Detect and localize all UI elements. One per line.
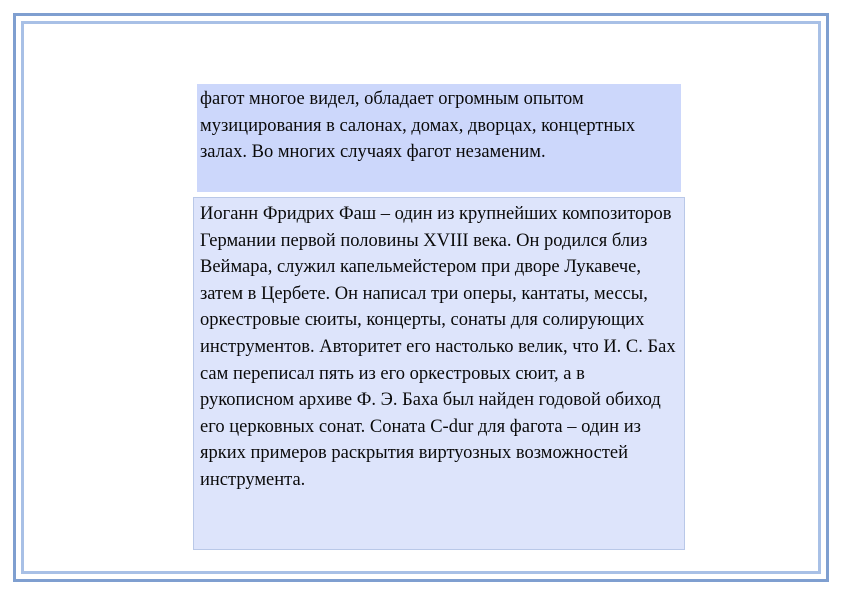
paragraph-top: фагот многое видел, обладает огромным опытом музицирования в салонах, домах, дворцах, концертных залах. Во многих случаях фагот незаменим. — [200, 89, 636, 163]
text-box-bottom — [193, 197, 685, 550]
paragraph-bottom: Иоганн Фридрих Фаш – один из крупнейших композиторов Германии первой половины XVIII века. Он родился близ Веймара, служил капельмейстером при дворе Лукавече, затем в Цербете. Он написал три оперы, кантаты, мессы, оркестровые сюиты, концерты, сонаты для солирующих инструментов. Авторитет его настолько велик, что И. С. Бах сам переписал пять из его оркестровых сюит, а в рукописном архиве Ф. Э. Баха был найден годовой обиход его церковных сонат. Соната C-dur для фагота – один из ярких примеров раскрытия виртуозных возможностей инструмента. — [200, 204, 676, 490]
text-box-top — [197, 84, 681, 192]
